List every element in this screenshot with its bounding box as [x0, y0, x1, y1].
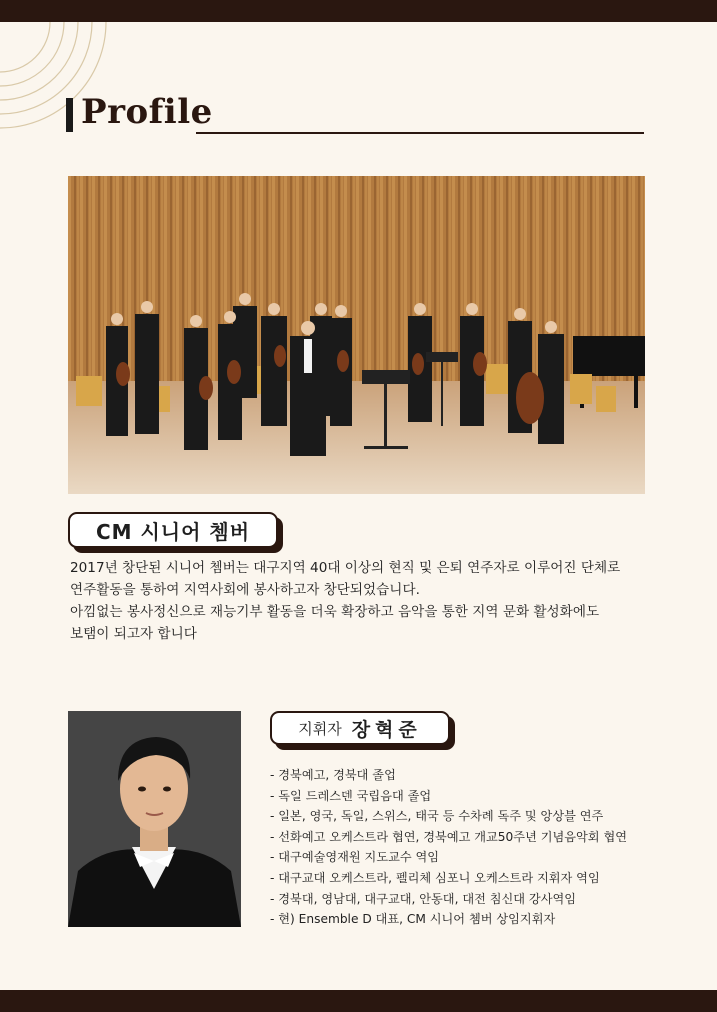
career-item: - 일본, 영국, 독일, 스위스, 태국 등 수차례 독주 및 앙상블 연주 [270, 809, 604, 824]
description-line: 연주활동을 통하여 지역사회에 봉사하고자 창단되었습니다. [70, 582, 420, 598]
conductor-photo [68, 711, 241, 927]
page-title: Profile [81, 92, 213, 132]
career-item: - 대구예술영재원 지도교수 역임 [270, 850, 440, 865]
ensemble-name: CM 시니어 쳄버 [95, 519, 251, 544]
career-item: - 독일 드레스덴 국립음대 졸업 [270, 788, 432, 803]
career-item: - 선화예고 오케스트라 협연, 경북예고 개교50주년 기념음악회 협연 [270, 829, 627, 844]
career-item: - 경북대, 영남대, 대구교대, 안동대, 대전 침신대 강사역임 [270, 891, 577, 906]
ensemble-group-photo [68, 176, 645, 494]
profile-header [66, 92, 644, 136]
heading-accent-bar [66, 98, 73, 132]
conductor-name: 장혁준 [351, 718, 422, 741]
conductor-career-list [270, 765, 627, 930]
description-line: 2017년 창단된 시니어 쳄버는 대구지역 40대 이상의 현직 및 은퇴 연주자로 이루어진 단체로 [70, 560, 621, 576]
conductor-role: 지휘자 [298, 719, 342, 738]
description-line: 아낌없는 봉사정신으로 재능기부 활동을 더욱 확장하고 음악을 통한 지역 문화 활성화에도 [70, 604, 600, 620]
top-border-bar [0, 0, 717, 22]
career-item: - 경북예고, 경북대 졸업 [270, 768, 396, 782]
bottom-border-bar [0, 990, 717, 1012]
description-line: 보탬이 되고자 합니다 [70, 626, 197, 642]
ensemble-name-label [68, 512, 278, 548]
heading-rule [196, 132, 644, 134]
conductor-label [270, 711, 450, 745]
career-item: - 대구교대 오케스트라, 펠리체 심포니 오케스트라 지휘자 역임 [270, 870, 600, 885]
ensemble-description [70, 557, 650, 645]
career-item: - 현) Ensemble D 대표, CM 시니어 쳄버 상임지휘자 [270, 912, 556, 927]
